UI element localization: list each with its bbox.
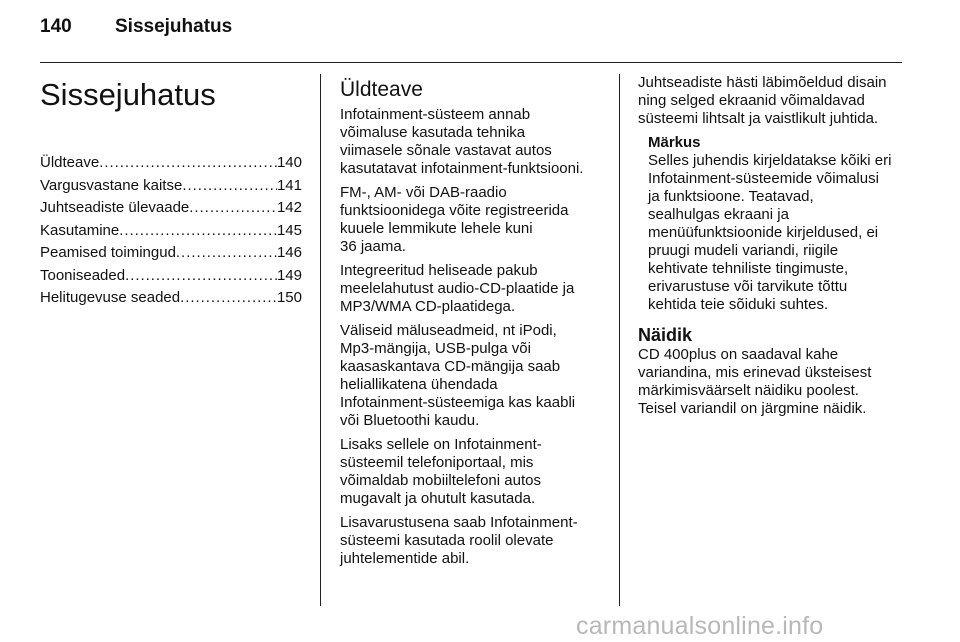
note-box [638, 134, 900, 314]
paragraph: Infotainment-süsteem annab võimaluse kasutada tehnika viimasele sõnale vastavat autos kasutatavat infotainment-funktsiooni. [340, 106, 584, 177]
toc-leader [176, 242, 277, 265]
toc-page: 141 [276, 176, 302, 194]
toc-entry[interactable] [40, 287, 302, 310]
toc-leader [99, 152, 277, 175]
column-toc [40, 74, 302, 310]
table-of-contents [40, 152, 302, 310]
toc-entry[interactable] [40, 220, 302, 243]
toc-page: 145 [276, 221, 302, 239]
section-heading-general: Üldteave [340, 78, 423, 101]
toc-leader [119, 220, 277, 243]
chapter-title: Sissejuhatus [40, 77, 216, 112]
toc-label: Peamised toimingud [40, 244, 176, 261]
paragraph: FM-, AM- või DAB-raadio funktsioonidega võite registreerida kuuele lemmikute lehele kuni 36 jaama. [340, 184, 569, 255]
toc-label: Tooniseaded [40, 266, 126, 284]
column-divider [320, 74, 321, 606]
toc-leader [125, 265, 277, 288]
paragraph: Integreeritud heliseade pakub meelelahutust audio-CD-plaatide ja MP3/WMA CD-plaatidega. [340, 262, 575, 315]
note-title: Märkus [648, 134, 701, 151]
paragraph: Väliseid mäluseadmeid, nt iPodi, Mp3-mängija, USB-pulga või kaasaskantava CD-mängija saab heliallikatena ühendada Infotainment-süsteemiga kas kaabli või Bluetoothi kaudu. [340, 322, 576, 429]
toc-page: 149 [276, 266, 302, 284]
column-display [638, 74, 900, 424]
toc-label: Helitugevuse seaded [40, 289, 181, 306]
toc-page: 150 [276, 289, 302, 306]
toc-label: Juhtseadiste ülevaade [40, 199, 190, 216]
toc-page: 146 [276, 244, 302, 261]
toc-entry[interactable] [40, 242, 302, 265]
paragraph: CD 400plus on saadaval kahe variandina, mis erinevad üksteisest märkimisväärselt näidiku poolest. Teisel variandil on järgmine näidik. [638, 346, 872, 417]
header-rule [40, 62, 902, 63]
column-divider [619, 74, 620, 606]
toc-leader [180, 287, 277, 310]
page-header [40, 16, 232, 46]
paragraph: Lisavarustusena saab Infotainment- süsteemi kasutada roolil olevate juhtelementide abil. [340, 514, 578, 567]
running-title: Sissejuhatus [115, 16, 233, 37]
section-heading-display: Näidik [638, 325, 693, 345]
toc-entry[interactable] [40, 265, 302, 288]
page-number: 140 [40, 16, 72, 37]
paragraph: Juhtseadiste hästi läbimõeldud disain ning selged ekraanid võimaldavad süsteemi lihtsalt ja vaistlikult juhtida. [638, 74, 887, 127]
toc-entry[interactable] [40, 197, 302, 220]
note-body: Selles juhendis kirjeldatakse kõiki eri Infotainment-süsteemide võimalusi ja funktsioone. Teatavad, sealhulgas ekraani ja menüüfunktsioonide kirjeldused, ei pruugi mudeli variandi, riigile kehtivate tehniliste tingimuste, erivarustuse või tarvikute tõttu kehtida teie sõiduki suhtes. [648, 152, 892, 313]
toc-label: Üldteave [40, 154, 100, 171]
toc-entry[interactable] [40, 152, 302, 175]
watermark: carmanualsonline.info [576, 612, 824, 640]
toc-label: Kasutamine [40, 221, 120, 239]
toc-page: 140 [276, 154, 302, 171]
toc-leader [189, 197, 277, 220]
toc-page: 142 [276, 199, 302, 216]
column-general [340, 74, 602, 574]
toc-entry[interactable] [40, 175, 302, 198]
paragraph: Lisaks sellele on Infotainment- süsteemil telefoniportaal, mis võimaldab mobiiltelefoni autos mugavalt ja ohutult kasutada. [340, 436, 542, 507]
toc-leader [182, 175, 277, 198]
toc-label: Vargusvastane kaitse [40, 176, 183, 194]
